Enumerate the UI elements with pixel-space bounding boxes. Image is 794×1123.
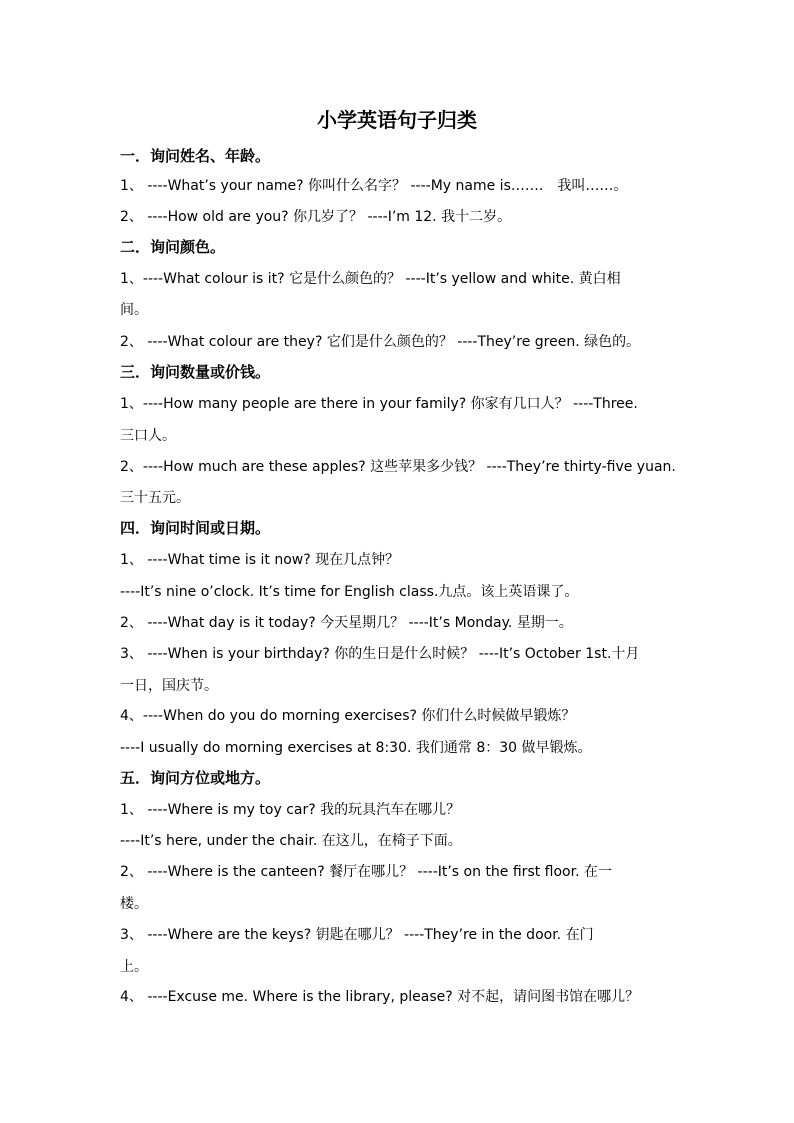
sentence-line: 三口人。	[120, 428, 176, 444]
sentence-line: 2、----How much are these apples? 这些苹果多少钱？ ----They’re thirty-five yuan.	[120, 459, 676, 475]
sentence-line: 2、 ----Where is the canteen? 餐厅在哪儿？ ----It’s on the first floor. 在一	[120, 864, 612, 880]
document-title: 小学英语句子归类	[317, 108, 477, 132]
sentence-line: 楼。	[120, 896, 148, 912]
sentence-line: 4、 ----Excuse me. Where is the library, please? 对不起，请问图书馆在哪儿？	[120, 989, 640, 1005]
sentence-line: 2、 ----What day is it today? 今天星期几？ ----It’s Monday. 星期一。	[120, 615, 573, 631]
sentence-line: 上。	[120, 959, 148, 975]
sentence-line: ----I usually do morning exercises at 8:30. 我们通常 8：30 做早锻炼。	[120, 740, 592, 756]
section-heading: 二．询问颜色。	[120, 238, 226, 256]
sentence-line: 1、----What colour is it? 它是什么颜色的？ ----It’s yellow and white. 黄白相	[120, 271, 621, 287]
sentence-line: 3、 ----Where are the keys? 钥匙在哪儿？ ----They’re in the door. 在门	[120, 927, 594, 943]
sentence-line: 1、 ----What’s your name? 你叫什么名字？ ----My name is……． 我叫……。	[120, 178, 628, 194]
sentence-line: 2、 ----What colour are they? 它们是什么颜色的？ ----They’re green. 绿色的。	[120, 334, 641, 350]
sentence-line: 4、----When do you do morning exercises? 你们什么时候做早锻炼？	[120, 708, 576, 724]
sentence-line: ----It’s nine o’clock. It’s time for English class.九点。该上英语课了。	[120, 584, 579, 600]
sentence-line: 间。	[120, 302, 148, 318]
sentence-line: ----It’s here, under the chair. 在这儿，在椅子下面。	[120, 833, 462, 849]
section-heading: 三．询问数量或价钱。	[120, 363, 271, 381]
sentence-line: 一日，国庆节。	[120, 678, 218, 694]
sentence-line: 1、 ----Where is my toy car? 我的玩具汽车在哪儿？	[120, 802, 461, 818]
section-heading: 四．询问时间或日期。	[120, 519, 271, 537]
sentence-line: 3、 ----When is your birthday? 你的生日是什么时候？ ----It’s October 1st.十月	[120, 646, 640, 662]
section-heading: 一．询问姓名、年龄。	[120, 147, 271, 165]
section-heading: 五．询问方位或地方。	[120, 769, 271, 787]
sentence-line: 三十五元。	[120, 490, 190, 506]
sentence-line: 1、----How many people are there in your family? 你家有几口人？ ----Three.	[120, 396, 638, 412]
sentence-line: 1、 ----What time is it now? 现在几点钟？	[120, 552, 400, 568]
sentence-line: 2、 ----How old are you? 你几岁了？ ----I’m 12. 我十二岁。	[120, 209, 512, 225]
